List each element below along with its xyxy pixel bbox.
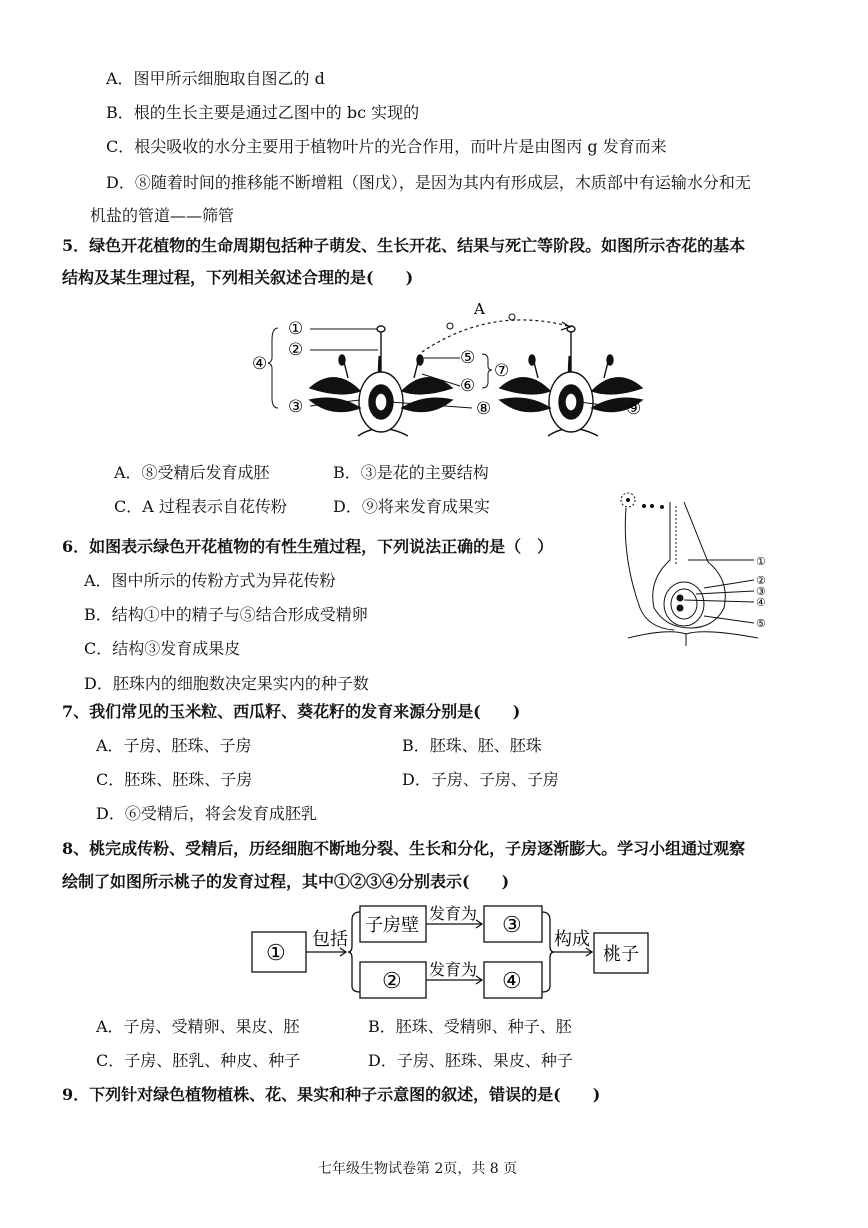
q6-option-a: A．图中所示的传粉方式为异花传粉	[84, 571, 336, 590]
pollination-path	[422, 320, 568, 352]
flow-box-2: ②	[382, 969, 402, 994]
fig6-label-5: ⑤	[756, 617, 766, 630]
flow-peach: 桃子	[603, 944, 639, 965]
q5-option-c: C．A 过程表示自花传粉	[114, 497, 287, 516]
q6-option-b: B．结构①中的精子与⑤结合形成受精卵	[84, 605, 368, 624]
fig6-label-2: ②	[756, 574, 766, 587]
label-8: ⑧	[476, 399, 492, 419]
left-flower	[310, 326, 452, 436]
flow-develop-label-2: 发育为	[429, 960, 478, 979]
label-2: ②	[288, 340, 304, 360]
label-4: ④	[252, 354, 268, 374]
q5-option-a: A．⑧受精后发育成胚	[114, 463, 270, 482]
q7-stem: 7、我们常见的玉米粒、西瓜籽、葵花籽的发育来源分别是( )	[62, 702, 521, 721]
process-label-a: A	[474, 300, 485, 318]
fig6-label-3: ③	[756, 585, 766, 598]
q8-option-d: D．子房、胚珠、果皮、种子	[368, 1051, 573, 1070]
q6-option-c: C．结构③发育成果皮	[84, 639, 241, 658]
label-7: ⑦	[494, 361, 510, 381]
q4-option-d-line2: 机盐的管道——筛管	[90, 206, 235, 225]
q7-extra-line: D．⑥受精后，将会发育成胚乳	[96, 804, 317, 823]
label-5: ⑤	[460, 348, 476, 368]
flow-ovary-wall: 子房壁	[365, 915, 419, 936]
flow-form-label: 构成	[554, 929, 590, 950]
right-flower	[500, 326, 642, 436]
q4-option-d-line1: D．⑧随着时间的推移能不断增粗（图戊），是因为其内有形成层，木质部中有运输水分和无	[106, 173, 751, 192]
flow-box-4: ④	[502, 969, 522, 994]
fertilization-diagram	[618, 488, 778, 646]
q4-option-c: C．根尖吸收的水分主要用于植物叶片的光合作用，而叶片是由图丙 g 发育而来	[106, 137, 667, 156]
q8-stem-line2: 绘制了如图所示桃子的发育过程，其中①②③④分别表示( )	[62, 872, 510, 891]
q5-option-b: B．③是花的主要结构	[333, 463, 489, 482]
q8-option-c: C．子房、胚乳、种皮、种子	[96, 1051, 301, 1070]
flow-box-3: ③	[502, 913, 522, 938]
q5-option-d: D．⑨将来发育成果实	[333, 497, 490, 516]
q7-option-c: C．胚珠、胚珠、子房	[96, 770, 253, 789]
fig6-label-1: ①	[756, 555, 766, 568]
peach-development-flowchart	[248, 900, 654, 1004]
flow-develop-label-1: 发育为	[429, 904, 478, 923]
q8-stem-line1: 8、桃完成传粉、受精后，历经细胞不断地分裂、生长和分化，子房逐渐膨大。学习小组通过观察	[62, 839, 746, 858]
label-3: ③	[288, 397, 304, 417]
page-footer: 七年级生物试卷第 2页，共 8 页	[318, 1161, 518, 1177]
q6-stem: 6．如图表示绿色开花植物的有性生殖过程，下列说法正确的是（ ）	[62, 537, 554, 556]
label-1: ①	[288, 319, 304, 339]
flow-include-label: 包括	[312, 929, 348, 950]
q7-option-d: D．子房、子房、子房	[402, 770, 559, 789]
q4-option-a: A．图甲所示细胞取自图乙的 d	[106, 69, 325, 88]
q9-stem: 9．下列针对绿色植物植株、花、果实和种子示意图的叙述，错误的是( )	[62, 1085, 601, 1104]
label-6: ⑥	[460, 376, 476, 396]
label-9: ⑨	[626, 399, 642, 419]
q7-option-b: B．胚珠、胚、胚珠	[402, 736, 542, 755]
q5-stem-line1: 5．绿色开花植物的生命周期包括种子萌发、生长开花、结果与死亡等阶段。如图所示杏花的基本	[62, 236, 746, 255]
q8-option-a: A．子房、受精卵、果皮、胚	[96, 1017, 300, 1036]
q8-option-b: B．胚珠、受精卵、种子、胚	[368, 1017, 572, 1036]
q7-option-a: A．子房、胚珠、子房	[96, 736, 252, 755]
apricot-flower-diagram	[250, 296, 670, 446]
q4-option-b: B．根的生长主要是通过乙图中的 bc 实现的	[106, 103, 420, 122]
q6-option-d: D．胚珠内的细胞数决定果实内的种子数	[84, 674, 369, 693]
fig6-label-4: ④	[756, 596, 766, 609]
flow-box-1: ①	[266, 941, 286, 966]
q5-stem-line2: 结构及某生理过程，下列相关叙述合理的是( )	[62, 268, 414, 287]
